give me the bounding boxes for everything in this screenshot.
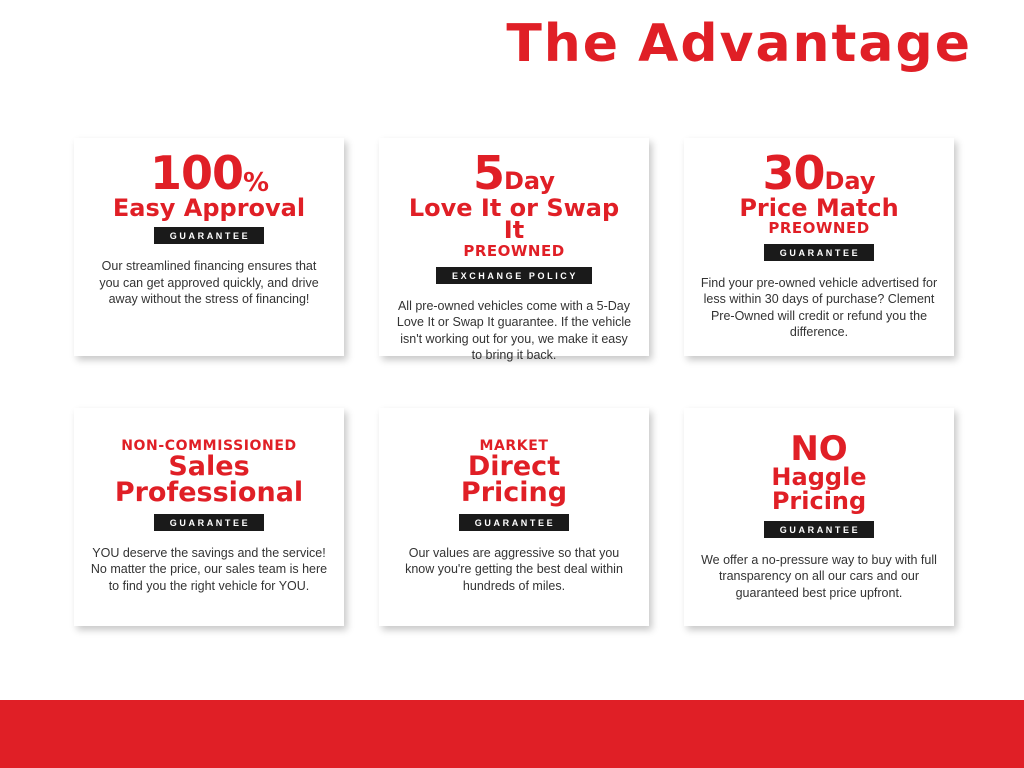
card-headline-mid: Haggle — [771, 463, 867, 492]
card-eyebrow: MARKET — [479, 437, 549, 454]
advantage-card-grid — [74, 138, 954, 626]
card-headline-sub: Pricing — [771, 486, 867, 515]
card-headline-mid: Love It or Swap It — [408, 193, 620, 245]
guarantee-badge: GUARANTEE — [459, 514, 569, 531]
card-eyebrow: NON-COMMISSIONED — [121, 437, 297, 454]
card-headline-block — [90, 437, 328, 531]
headline-suffix: % — [242, 168, 269, 198]
card-body-text: Our values are aggressive so that you know you're getting the best deal within hundreds of miles. — [405, 545, 623, 593]
card-headline-big — [762, 146, 876, 200]
card-headline-mid: Direct — [467, 451, 561, 483]
card-headline-big — [472, 146, 556, 200]
card-headline-mid: Price Match — [739, 193, 899, 222]
guarantee-badge: GUARANTEE — [154, 514, 264, 531]
headline-number: 5 — [472, 146, 504, 200]
card-easy-approval — [74, 138, 344, 356]
card-headline-block — [395, 146, 633, 284]
card-body-text: Find your pre-owned vehicle advertised for less within 30 days of purchase? Clement Pre-Owned will credit or refund you the difference. — [700, 275, 938, 340]
card-headline-block — [395, 437, 633, 531]
card-headline-block — [90, 146, 328, 244]
card-non-commissioned-sales — [74, 408, 344, 626]
headline-number: 100 — [149, 146, 243, 200]
card-market-direct-pricing — [379, 408, 649, 626]
headline-suffix: Day — [503, 167, 556, 195]
card-headline-sub: PREOWNED — [463, 242, 565, 261]
page-title — [506, 14, 972, 74]
card-love-it-or-swap-it — [379, 138, 649, 363]
card-headline-mid: Easy Approval — [112, 193, 306, 222]
headline-number: 30 — [762, 146, 825, 200]
footer-bar — [0, 700, 1024, 768]
card-headline-block — [700, 428, 938, 538]
page-title-word-1: The — [506, 14, 621, 74]
card-body-text: YOU deserve the savings and the service! No matter the price, our sales team is here to find you the right vehicle for YOU. — [90, 545, 328, 593]
guarantee-badge: GUARANTEE — [764, 244, 874, 261]
card-body-text: Our streamlined financing ensures that you can get approved quickly, and drive away without the stress of financing! — [99, 259, 319, 307]
headline-suffix: Day — [824, 167, 876, 195]
page-title-word-2: Advantage — [638, 14, 972, 74]
card-headline-big — [149, 146, 269, 200]
card-no-haggle-pricing — [684, 408, 954, 626]
guarantee-badge: GUARANTEE — [154, 227, 264, 244]
card-headline-sub: Pricing — [460, 476, 568, 508]
card-price-match — [684, 138, 954, 356]
card-headline-sub: Professional — [114, 476, 304, 508]
guarantee-badge: GUARANTEE — [764, 521, 874, 538]
card-body-text: All pre-owned vehicles come with a 5-Day Love It or Swap It guarantee. If the vehicle isn't working out for you, we make it easy to bring it back. — [396, 298, 632, 363]
card-headline-block — [700, 146, 938, 261]
card-body-text: We offer a no-pressure way to buy with full transparency on all our cars and our guaranteed best price upfront. — [701, 552, 937, 600]
card-headline-mid: Sales — [168, 451, 250, 483]
card-headline-sub: PREOWNED — [768, 219, 870, 238]
exchange-policy-badge: EXCHANGE POLICY — [436, 267, 592, 284]
card-headline-big: NO — [790, 428, 848, 469]
